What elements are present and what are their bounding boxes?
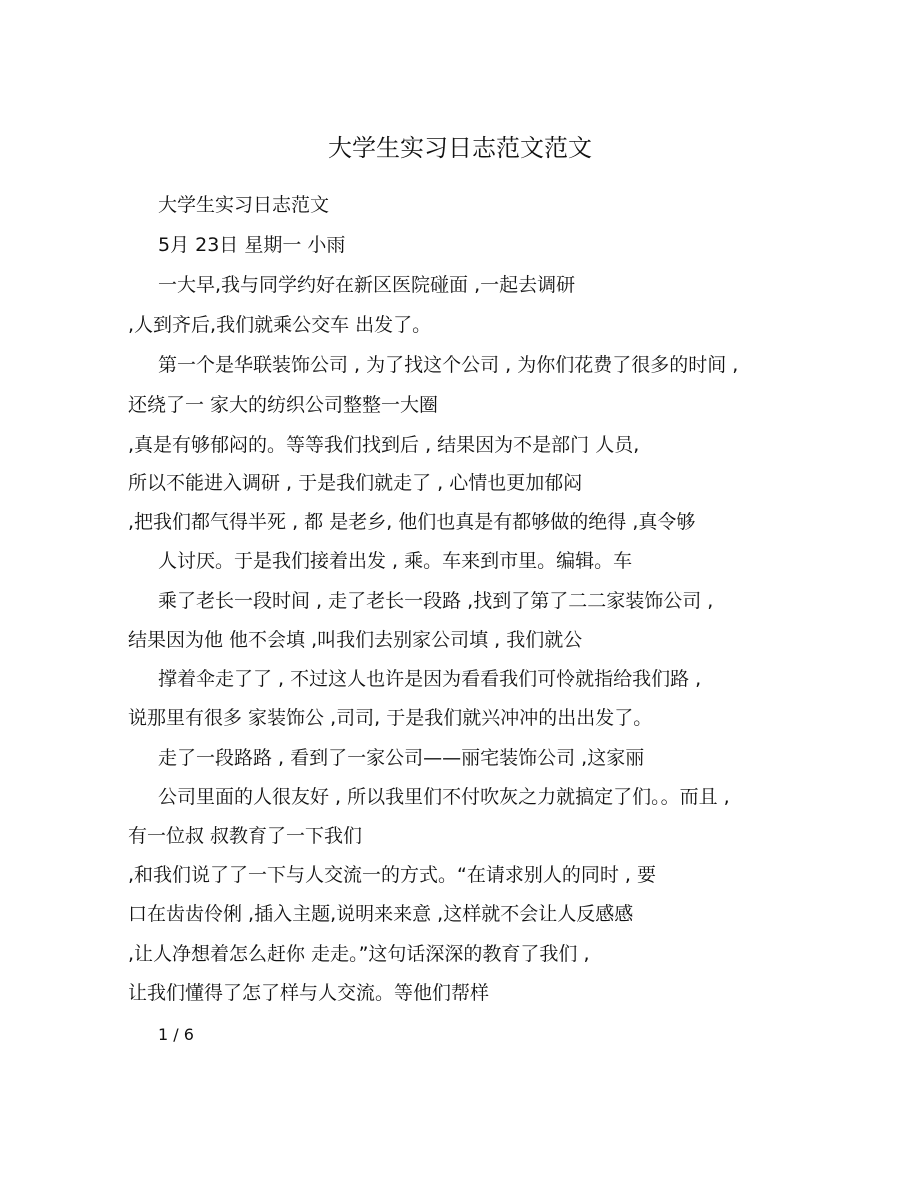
text-line: ,让人净想着怎么赶你 走走。”这句话深深的教育了我们 , — [128, 943, 590, 965]
page-number: 1 / 6 — [158, 1025, 194, 1044]
text-line: 有一位叔 叔教育了一下我们 — [128, 825, 363, 847]
text-line: 走了一段路路 , 看到了一家公司——丽宅装饰公司 ,这家丽 — [158, 747, 645, 769]
text-line: ,人到齐后,我们就乘公交车 出发了。 — [128, 314, 432, 336]
text-line: 撑着伞走了了 , 不过这人也许是因为看看我们可怜就指给我们路 , — [158, 668, 702, 690]
text-line: 公司里面的人很友好 , 所以我里们不付吹灰之力就搞定了们。。而且 , — [158, 786, 730, 808]
text-line: 让我们懂得了怎了样与人交流。等他们帮样 — [128, 982, 490, 1004]
text-line: 结果因为他 他不会填 ,叫我们去别家公司填 , 我们就公 — [128, 629, 583, 651]
text-line: 第一个是华联装饰公司 , 为了找这个公司 , 为你们花费了很多的时间 , — [158, 354, 739, 376]
text-line: 人讨厌。于是我们接着出发 , 乘。车来到市里。编辑。车 — [158, 550, 633, 572]
text-line: 乘了老长一段时间 , 走了老长一段路 ,找到了第了二二家装饰公司 , — [158, 590, 714, 612]
text-line: ,真是有够郁闷的。等等我们找到后 , 结果因为不是部门 人员, — [128, 434, 640, 456]
text-line: 说那里有很多 家装饰公 ,司司, 于是我们就兴冲冲的出出发了。 — [128, 707, 653, 729]
text-line: 大学生实习日志范文 — [158, 194, 330, 216]
text-line: ,和我们说了了一下与人交流一的方式。“在请求别人的同时 , 要 — [128, 864, 657, 886]
document-title: 大学生实习日志范文范文 — [328, 134, 592, 162]
text-line: 5月 23日 星期一 小雨 — [158, 234, 346, 256]
text-line: ,把我们都气得半死 , 都 是老乡, 他们也真是有都够做的绝得 ,真令够 — [128, 511, 696, 533]
text-line: 所以不能进入调研 , 于是我们就走了 , 心情也更加郁闷 — [128, 472, 583, 494]
text-line: 一大早,我与同学约好在新区医院碰面 ,一起去调研 — [158, 274, 576, 296]
text-line: 口在齿齿伶俐 ,插入主题,说明来来意 ,这样就不会让人反感感 — [128, 903, 634, 925]
text-line: 还绕了一 家大的纺织公司整整一大圈 — [128, 394, 439, 416]
